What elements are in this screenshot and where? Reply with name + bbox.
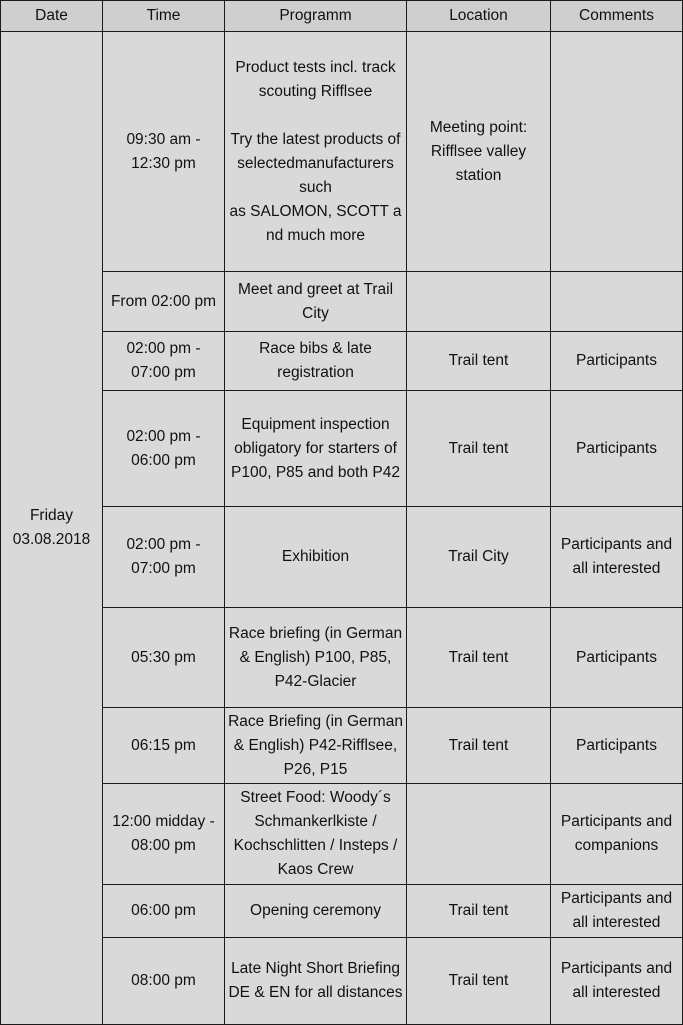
location-cell: Trail tent — [407, 332, 551, 391]
location-cell: Trail tent — [407, 608, 551, 708]
program-cell: Equipment inspection obligatory for starters of P100, P85 and both P42 — [225, 391, 407, 507]
table-row — [1, 332, 683, 391]
table-row — [1, 272, 683, 332]
table-row — [1, 391, 683, 507]
header-comments: Comments — [551, 1, 683, 32]
time-cell: 12:00 midday - 08:00 pm — [103, 784, 225, 885]
comments-cell: Participants and companions — [551, 784, 683, 885]
location-cell: Meeting point: Rifflsee valley station — [407, 32, 551, 272]
comments-cell: Participants and all interested — [551, 885, 683, 938]
comments-cell: Participants — [551, 708, 683, 784]
header-row — [1, 1, 683, 32]
time-cell: 02:00 pm - 07:00 pm — [103, 332, 225, 391]
program-cell: Race briefing (in German & English) P100, P85, P42-Glacier — [225, 608, 407, 708]
header-programm: Programm — [225, 1, 407, 32]
location-cell — [407, 272, 551, 332]
program-cell: Late Night Short Briefing DE & EN for all distances — [225, 938, 407, 1025]
program-cell: Exhibition — [225, 507, 407, 608]
table-row — [1, 507, 683, 608]
program-cell: Product tests incl. track scouting Rifflsee Try the latest products of selectedmanufacturers such as SALOMON, SCOTT a nd much more — [225, 32, 407, 272]
time-cell: 06:00 pm — [103, 885, 225, 938]
program-cell: Meet and greet at Trail City — [225, 272, 407, 332]
location-cell: Trail City — [407, 507, 551, 608]
comments-cell: Participants and all interested — [551, 507, 683, 608]
program-cell: Opening ceremony — [225, 885, 407, 938]
comments-cell: Participants — [551, 332, 683, 391]
comments-cell: Participants — [551, 391, 683, 507]
time-cell: From 02:00 pm — [103, 272, 225, 332]
header-location: Location — [407, 1, 551, 32]
date-cell: Friday 03.08.2018 — [1, 32, 103, 1025]
comments-cell — [551, 272, 683, 332]
table-row — [1, 938, 683, 1025]
location-cell: Trail tent — [407, 938, 551, 1025]
time-cell: 06:15 pm — [103, 708, 225, 784]
table-row — [1, 784, 683, 885]
location-cell: Trail tent — [407, 885, 551, 938]
comments-cell: Participants — [551, 608, 683, 708]
time-cell: 08:00 pm — [103, 938, 225, 1025]
header-date: Date — [1, 1, 103, 32]
table-row — [1, 32, 683, 272]
time-cell: 09:30 am - 12:30 pm — [103, 32, 225, 272]
comments-cell — [551, 32, 683, 272]
comments-cell: Participants and all interested — [551, 938, 683, 1025]
table-row — [1, 708, 683, 784]
table-row — [1, 885, 683, 938]
time-cell: 02:00 pm - 06:00 pm — [103, 391, 225, 507]
program-cell: Race bibs & late registration — [225, 332, 407, 391]
header-time: Time — [103, 1, 225, 32]
table-row — [1, 608, 683, 708]
time-cell: 02:00 pm - 07:00 pm — [103, 507, 225, 608]
program-cell: Race Briefing (in German & English) P42-Rifflsee, P26, P15 — [225, 708, 407, 784]
location-cell: Trail tent — [407, 391, 551, 507]
location-cell — [407, 784, 551, 885]
time-cell: 05:30 pm — [103, 608, 225, 708]
location-cell: Trail tent — [407, 708, 551, 784]
program-cell: Street Food: Woody´s Schmankerlkiste / Kochschlitten / Insteps / Kaos Crew — [225, 784, 407, 885]
